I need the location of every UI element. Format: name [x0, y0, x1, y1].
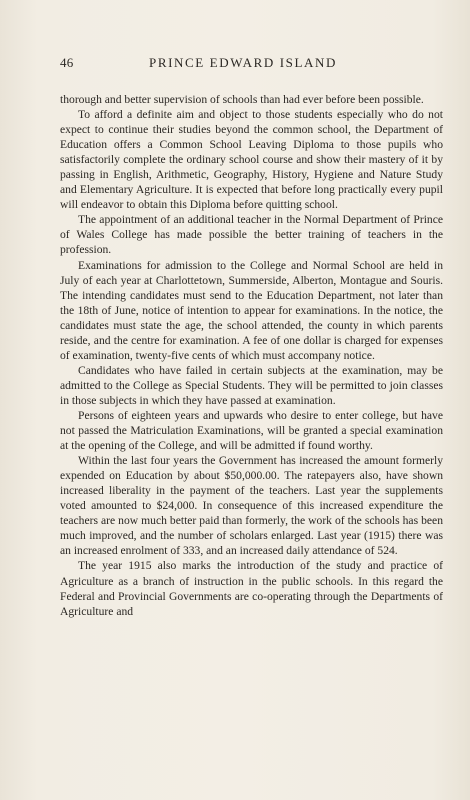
- paragraph: Examinations for admission to the College and Normal School are held in July of each year at Charlottetown, Summerside, Alberton, Montague and Souris. The intending candidates must send to the Education Department, not later than the 18th of June, notice of intention to appear for examinations. In the notice, the candidates must state the age, the school attended, the county in which parents reside, and the centre for examination. A fee of one dollar is charged for expenses of examination, twenty-five cents of which must accompany notice.: [60, 258, 443, 362]
- page-header: [60, 55, 426, 71]
- paragraph: To afford a definite aim and object to those students especially who do not expect to continue their studies beyond the common school, the Department of Education offers a Common School Leaving Diploma to those pupils who satisfactorily complete the ordinary school course and show their mastery of it by passing in English, Arithmetic, Geography, History, Hygiene and Nature Study and Elementary Agriculture. It is expected that before long practically every pupil will endeavor to obtain this Diploma before quitting school.: [60, 108, 443, 212]
- paragraph: The appointment of an additional teacher in the Normal Department of Prince of Wales College has made possible the better training of teachers in the profession.: [60, 213, 443, 257]
- paragraph: Within the last four years the Government has increased the amount formerly expended on Education by about $50,000.00. The ratepayers also, have shown increased liberality in the payment of the teachers. Last year the supplements voted amounted to $24,000. In consequence of this increased expenditure the teachers are now much better paid than formerly, the work of the schools has been much improved, and the number of scholars enlarged. Last year (1915) there was an increased enrolment of 333, and an increased daily attendance of 524.: [60, 454, 443, 558]
- paragraph: thorough and better supervision of schools than had ever before been possible.: [60, 93, 424, 106]
- body-text: [60, 92, 443, 619]
- paragraph: The year 1915 also marks the introduction of the study and practice of Agriculture as a branch of instruction in the public schools. In this regard the Federal and Provincial Governments are co-operating through the Departments of Agriculture and: [60, 559, 443, 618]
- page-number: 46: [60, 55, 74, 70]
- paragraph: Candidates who have failed in certain subjects at the examination, may be admitted to the College as Special Students. They will be permitted to join classes in those subjects in which they have passed at examination.: [60, 363, 443, 407]
- running-title: PRINCE EDWARD ISLAND: [149, 55, 337, 70]
- paragraph: Persons of eighteen years and upwards who desire to enter college, but have not passed the Matriculation Examinations, will be granted a special examination at the opening of the College, and will be admitted if found worthy.: [60, 408, 443, 453]
